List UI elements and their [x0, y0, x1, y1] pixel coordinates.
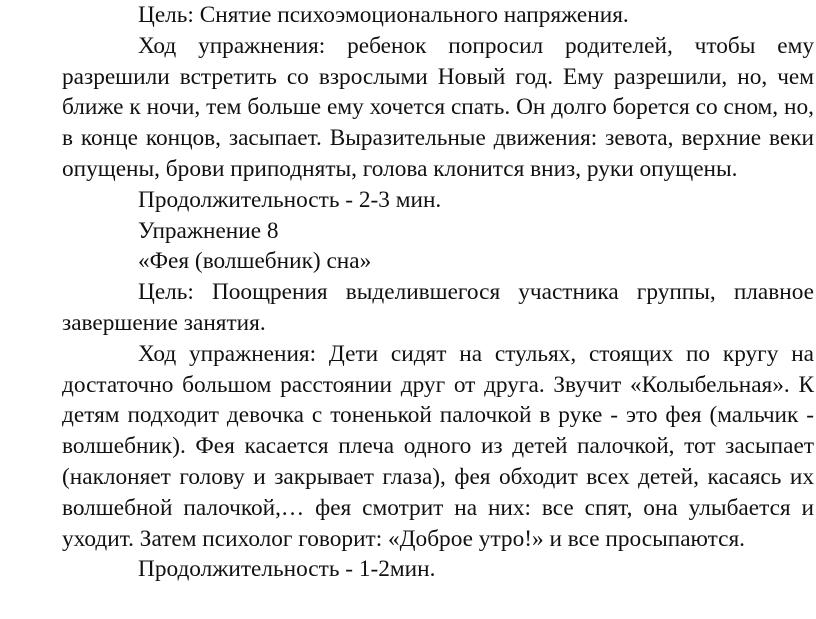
- goal-paragraph-1: Цель: Снятие психоэмоционального напряжения.: [138, 2, 629, 28]
- exercise-title: «Фея (волшебник) сна»: [138, 248, 372, 275]
- exercise-description-paragraph-1: Ход упражнения: ребенок попросил родителей, чтобы ему разрешили встретить со взрослыми Новый год. Ему разрешили, но, чем ближе к ночи, тем больше ему хочется спать. Он долго борется со сном, но, в конце концов, засыпает. Выразительные движения: зевота, верхние веки опущены, брови приподняты, голова клонится вниз, руки опущены.: [62, 32, 814, 182]
- document-page: [62, 0, 814, 585]
- exercise-heading: Упражнение 8: [138, 217, 279, 244]
- goal-paragraph-2: Цель: Поощрения выделившегося участника группы, плавное завершение занятия.: [62, 279, 814, 336]
- duration-paragraph-1: Продолжительность - 2-3 мин.: [138, 186, 442, 213]
- exercise-description-paragraph-2: Ход упражнения: Дети сидят на стульях, стоящих по кругу на достаточно большом расстоянии друг от друга. Звучит «Колыбельная». К детям подходит девочка с тоненькой палочкой в руке - это фея (мальчик - волшебник). Фея касается плеча одного из детей палочкой, тот засыпает (наклоняет голову и закрывает глаза), фея обходит всех детей, касаясь их волшебной палочкой,… фея смотрит на них: все спят, она улыбается и уходит. Затем психолог говорит: «Доброе утро!» и все просыпаются.: [62, 340, 814, 552]
- duration-paragraph-2: Продолжительность - 1-2мин.: [138, 556, 436, 583]
